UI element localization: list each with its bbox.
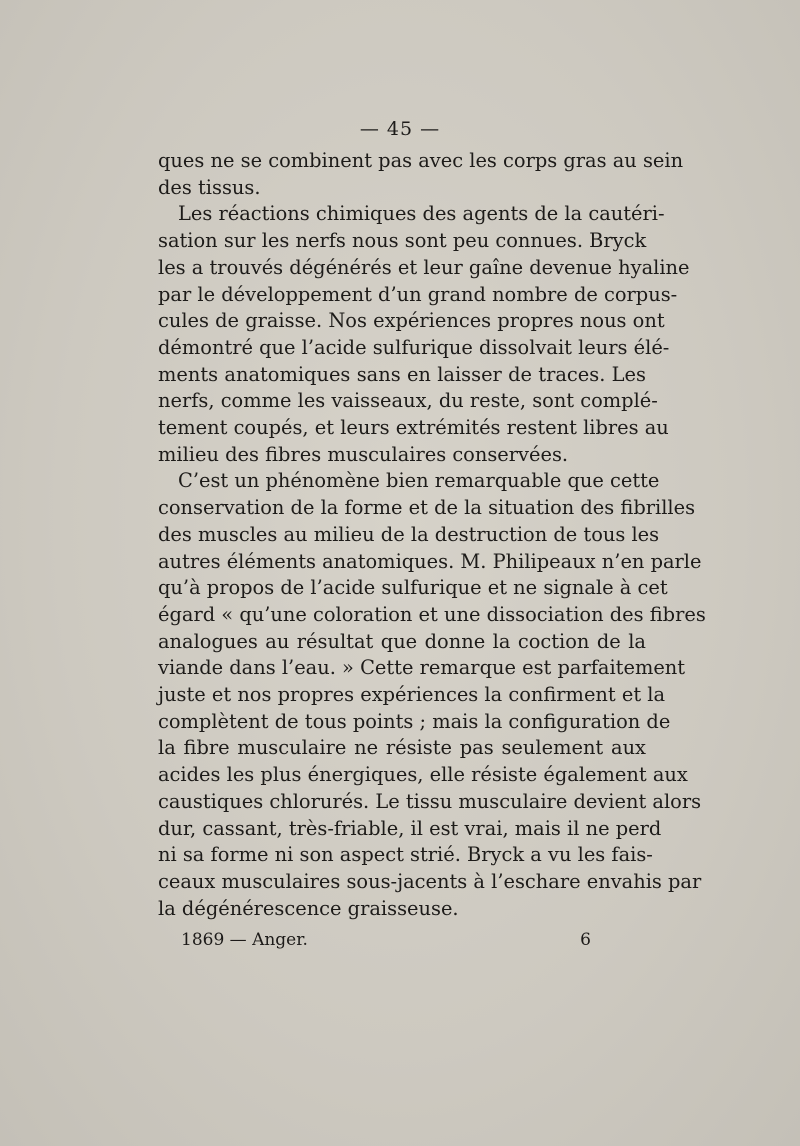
text-line: Les réactions chimiques des agents de la cautéri- bbox=[178, 202, 665, 226]
sheet-number: 6 bbox=[580, 930, 591, 950]
text-line: égard « qu’une coloration et une dissociation des fibres bbox=[158, 602, 706, 626]
signature-line bbox=[181, 930, 591, 950]
text-line: la fibre musculaire ne résiste pas seulement aux bbox=[158, 736, 646, 760]
text-line: viande dans l’eau. » Cette remarque est parfaitement bbox=[158, 656, 686, 680]
text-line: analogues au résultat que donne la coction de la bbox=[158, 629, 646, 653]
text-line: nerfs, comme les vaisseaux, du reste, sont complé- bbox=[158, 389, 658, 413]
text-line: autres éléments anatomiques. M. Philipeaux n’en parle bbox=[158, 549, 702, 573]
text-line: tement coupés, et leurs extrémités restent libres au bbox=[158, 416, 669, 440]
text-line: caustiques chlorurés. Le tissu musculaire devient alors bbox=[158, 789, 702, 813]
text-line: sation sur les nerfs nous sont peu connues. Bryck bbox=[158, 229, 647, 253]
page-number: — 45 — bbox=[359, 118, 441, 140]
text-line: ni sa forme ni son aspect strié. Bryck a vu les fais- bbox=[158, 843, 653, 867]
text-line: des tissus. bbox=[158, 175, 261, 199]
body-text bbox=[158, 148, 706, 922]
text-line: cules de graisse. Nos expériences propres nous ont bbox=[158, 309, 665, 333]
text-line: démontré que l’acide sulfurique dissolvait leurs élé- bbox=[158, 335, 670, 359]
text-line: complètent de tous points ; mais la configuration de bbox=[158, 709, 671, 733]
text-line: conservation de la forme et de la situation des fibrilles bbox=[158, 496, 696, 520]
text-line: ceaux musculaires sous-jacents à l’eschare envahis par bbox=[158, 869, 702, 893]
text-line: les a trouvés dégénérés et leur gaîne devenue hyaline bbox=[158, 255, 690, 279]
text-line: la dégénérescence graisseuse. bbox=[158, 896, 459, 920]
text-line: C’est un phénomène bien remarquable que cette bbox=[178, 469, 660, 493]
signature-mark: 1869 — Anger. bbox=[181, 930, 308, 950]
text-line: par le développement d’un grand nombre de corpus- bbox=[158, 282, 678, 306]
text-line: milieu des fibres musculaires conservées. bbox=[158, 442, 569, 466]
text-line: ques ne se combinent pas avec les corps gras au sein bbox=[158, 149, 684, 172]
text-line: ments anatomiques sans en laisser de traces. Les bbox=[158, 362, 646, 386]
text-line: qu’à propos de l’acide sulfurique et ne signale à cet bbox=[158, 576, 668, 600]
text-line: juste et nos propres expériences la confirment et la bbox=[158, 683, 666, 707]
text-line: dur, cassant, très-friable, il est vrai, mais il ne perd bbox=[158, 816, 662, 840]
text-line: des muscles au milieu de la destruction de tous les bbox=[158, 522, 660, 546]
text-line: acides les plus énergiques, elle résiste également aux bbox=[158, 763, 688, 787]
